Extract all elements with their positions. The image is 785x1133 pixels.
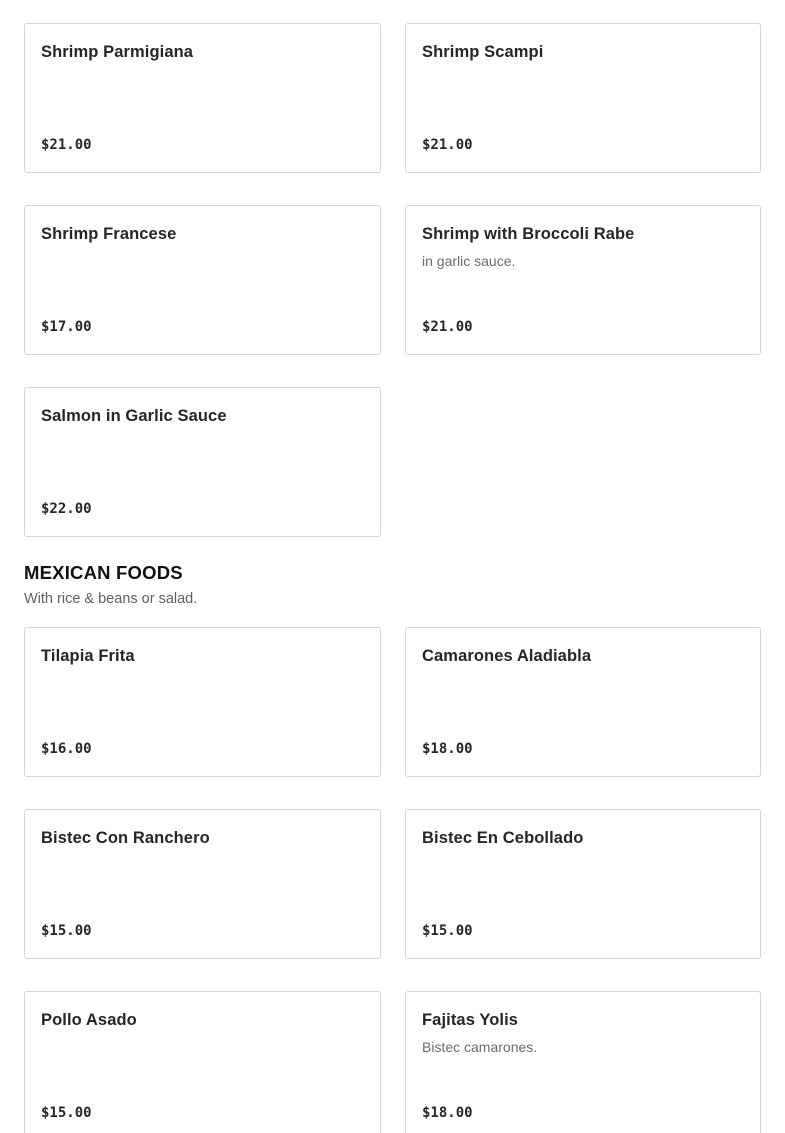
menu-item-name: Bistec Con Ranchero — [41, 829, 210, 847]
menu-item-card[interactable] — [24, 809, 381, 959]
menu-item-price: $15.00 — [41, 1105, 92, 1121]
menu-item-price: $21.00 — [41, 137, 92, 153]
menu-item-name: Salmon in Garlic Sauce — [41, 407, 227, 425]
menu-item-price: $15.00 — [422, 923, 473, 939]
menu-item-name: Shrimp Francese — [41, 225, 177, 243]
menu-item-price: $21.00 — [422, 319, 473, 335]
section-title: MEXICAN FOODS — [24, 562, 183, 583]
menu-item-card[interactable] — [24, 387, 381, 537]
menu-item-card[interactable] — [24, 23, 381, 173]
menu-item-price: $21.00 — [422, 137, 473, 153]
menu-item-name: Pollo Asado — [41, 1011, 137, 1029]
menu-item-card[interactable] — [24, 627, 381, 777]
menu-item-description: Bistec camarones. — [422, 1039, 538, 1055]
menu-item-card[interactable] — [24, 991, 381, 1133]
menu-item-price: $15.00 — [41, 923, 92, 939]
menu-item-description: in garlic sauce. — [422, 253, 516, 269]
menu-item-price: $22.00 — [41, 501, 92, 517]
menu-item-name: Shrimp Scampi — [422, 43, 544, 61]
menu-item-card[interactable] — [405, 809, 761, 959]
menu-item-name: Tilapia Frita — [41, 647, 135, 665]
menu-item-name: Camarones Aladiabla — [422, 647, 592, 665]
menu-item-name: Fajitas Yolis — [422, 1011, 519, 1029]
menu-item-card[interactable] — [405, 205, 761, 355]
menu-item-card[interactable] — [405, 991, 761, 1133]
menu-item-name: Shrimp with Broccoli Rabe — [422, 225, 635, 243]
section-description: With rice & beans or salad. — [24, 591, 198, 607]
menu-item-card[interactable] — [405, 23, 761, 173]
menu-item-price: $16.00 — [41, 741, 92, 757]
menu-item-name: Bistec En Cebollado — [422, 829, 584, 847]
menu-item-card[interactable] — [405, 627, 761, 777]
menu-item-price: $18.00 — [422, 741, 473, 757]
menu-item-name: Shrimp Parmigiana — [41, 43, 194, 61]
menu-item-price: $17.00 — [41, 319, 92, 335]
menu-item-card[interactable] — [24, 205, 381, 355]
menu-item-price: $18.00 — [422, 1105, 473, 1121]
